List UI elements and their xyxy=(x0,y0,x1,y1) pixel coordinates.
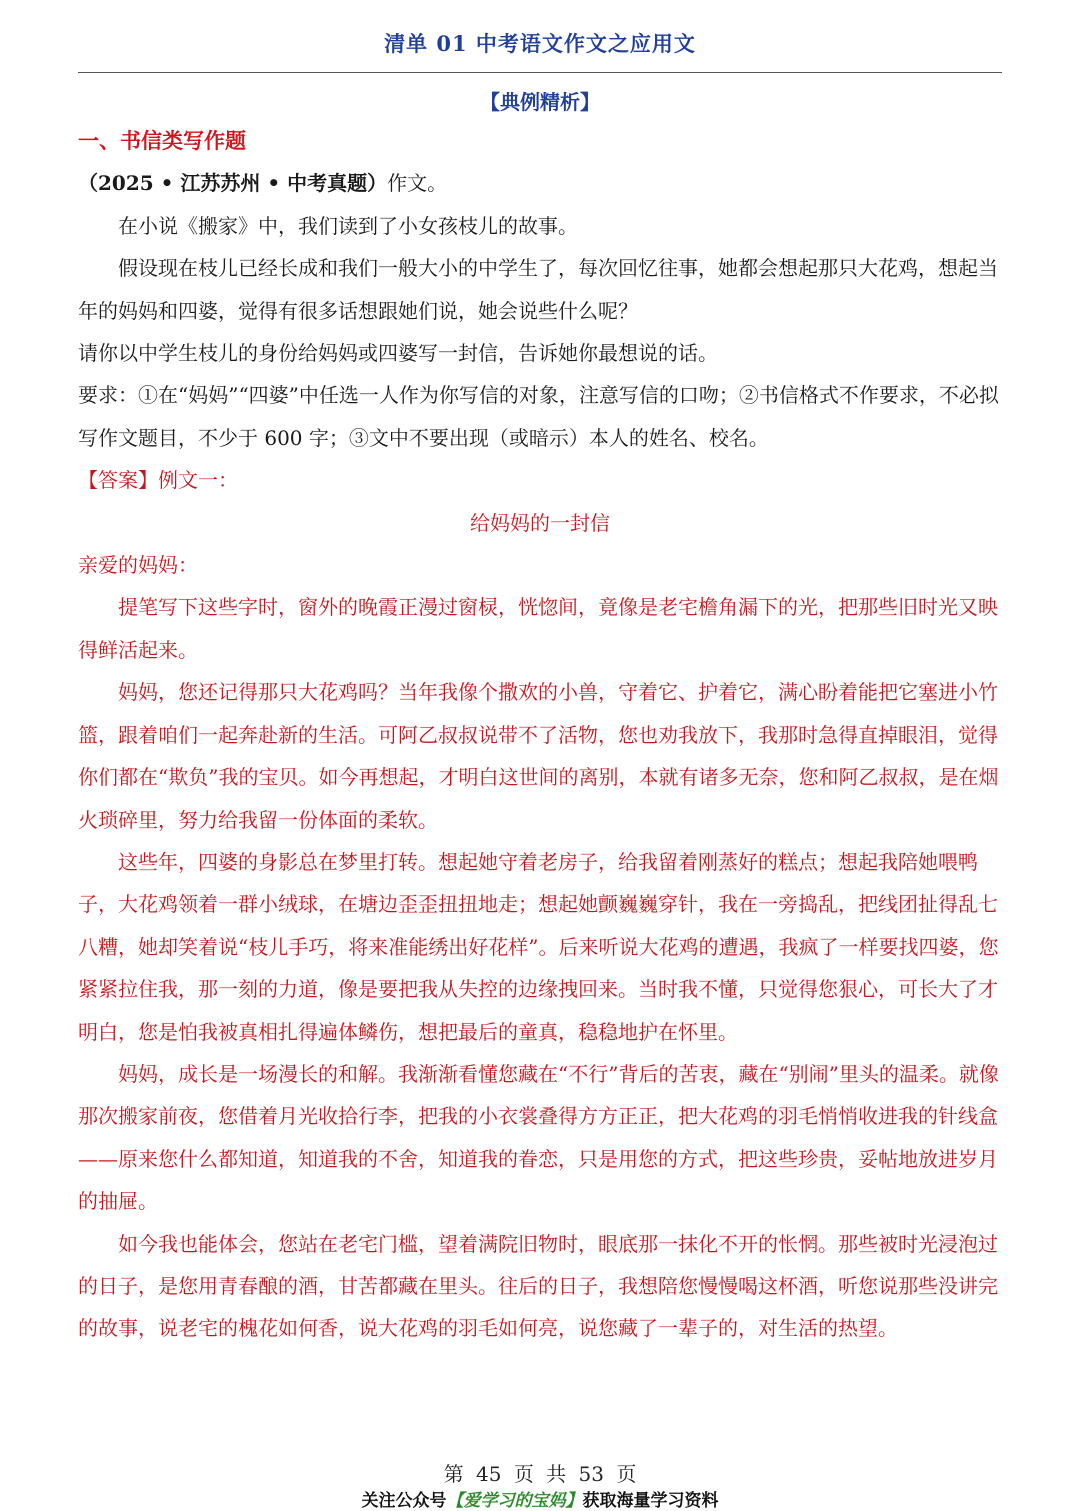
promo-suffix: 获取海量学习资料 xyxy=(582,1491,719,1511)
question-source: （2025 • 江苏苏州 • 中考真题） xyxy=(78,171,388,196)
question-requirements: 要求：①在“妈妈”“四婆”中任选一人作为你写信的对象，注意写信的口吻；②书信格式不作要求，不必拟写作文题目，不少于 600 字；③文中不要出现（或暗示）本人的姓名、校名。 xyxy=(78,383,999,450)
promo-prefix: 关注公众号 xyxy=(361,1491,447,1511)
question-scenario: 假设现在枝儿已经长成和我们一般大小的中学生了，每次回忆往事，她都会想起那只大花鸡，想起当年的妈妈和四婆，觉得有很多话想跟她们说，她会说些什么呢？ xyxy=(78,256,998,323)
main-content xyxy=(78,120,1002,1350)
answer-label: 【答案】例文一： xyxy=(78,468,238,493)
question-task: 请你以中学生枝儿的身份给妈妈或四婆写一封信，告诉她你最想说的话。 xyxy=(78,341,718,366)
question-intro: 在小说《搬家》中，我们读到了小女孩枝儿的故事。 xyxy=(118,213,578,238)
question-source-suffix: 作文。 xyxy=(387,171,448,196)
header-divider xyxy=(78,72,1002,73)
essay-title: 给妈妈的一封信 xyxy=(470,510,610,535)
essay-paragraph: 如今我也能体会，您站在老宅门槛，望着满院旧物时，眼底那一抹化不开的怅惘。那些被时光浸泡过的日子，是您用青春酿的酒，甘苦都藏在里头。往后的日子，我想陪您慢慢喝这杯酒，听您说那些没讲完的故事，说老宅的槐花如何香，说大花鸡的羽毛如何亮，说您藏了一辈子的，对生活的热望。 xyxy=(78,1231,998,1341)
essay-paragraph: 妈妈，您还记得那只大花鸡吗？当年我像个撒欢的小兽，守着它、护着它，满心盼着能把它塞进小竹篮，跟着咱们一起奔赴新的生活。可阿乙叔叔说带不了活物，您也劝我放下，我那时急得直掉眼泪，觉得你们都在“欺负”我的宝贝。如今再想起，才明白这世间的离别，本就有诸多无奈，您和阿乙叔叔，是在烟火琐碎里，努力给我留一份体面的柔软。 xyxy=(78,680,999,832)
question-source-line xyxy=(78,162,1002,204)
essay-paragraph: 妈妈，成长是一场漫长的和解。我渐渐看懂您藏在“不行”背后的苦衷，藏在“别闹”里头的温柔。就像那次搬家前夜，您借着月光收拾行李，把我的小衣裳叠得方方正正，把大花鸡的羽毛悄悄收进我的针线盒——原来您什么都知道，知道我的不舍，知道我的眷恋，只是用您的方式，把这些珍贵，妥帖地放进岁月的抽屉。 xyxy=(78,1061,999,1214)
essay-paragraph: 提笔写下这些字时，窗外的晚霞正漫过窗棂，恍惚间，竟像是老宅檐角漏下的光，把那些旧时光又映得鲜活起来。 xyxy=(78,595,998,662)
footer-promo xyxy=(0,1486,1080,1511)
page-header-title: 清单 01 中考语文作文之应用文 xyxy=(384,31,696,56)
section-heading: 一、书信类写作题 xyxy=(78,129,246,153)
essay-paragraph: 这些年，四婆的身影总在梦里打转。想起她守着老房子，给我留着刚蒸好的糕点；想起我陪她喂鸭子，大花鸡领着一群小绒球，在塘边歪歪扭扭地走；想起她颤巍巍穿针，我在一旁捣乱，把线团扯得乱七八糟，她却笑着说“枝儿手巧，将来准能绣出好花样”。后来听说大花鸡的遭遇，我疯了一样要找四婆，您紧紧拉住我，那一刻的力道，像是要把我从失控的边缘拽回来。当时我不懂，只觉得您狠心，可长大了才明白，您是怕我被真相扎得遍体鳞伤，想把最后的童真，稳稳地护在怀里。 xyxy=(78,849,999,1044)
page-number: 第 45 页 共 53 页 xyxy=(443,1462,637,1486)
promo-account-name: 【爱学习的宝妈】 xyxy=(446,1491,583,1511)
essay-salutation: 亲爱的妈妈： xyxy=(78,553,198,578)
section-tag: 【典例精析】 xyxy=(480,90,600,114)
